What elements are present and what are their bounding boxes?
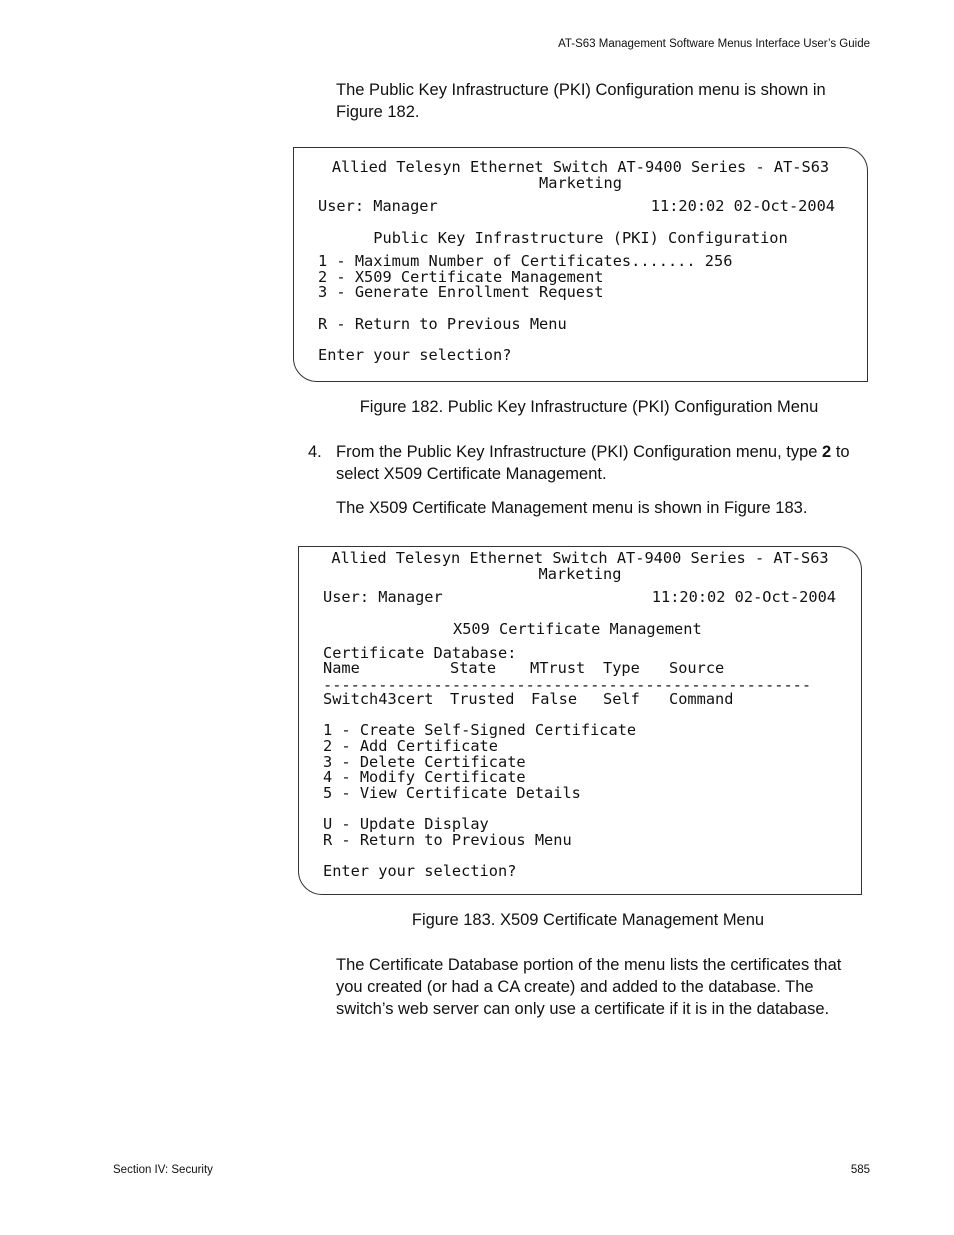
certificate-database-label: Certificate Database:: [323, 644, 517, 662]
column-header-mtrust: MTrust: [530, 659, 586, 677]
fig183-menu-item-3: 3 - Delete Certificate: [323, 753, 526, 771]
cell-mtrust: False: [531, 690, 578, 708]
column-header-type: Type: [603, 659, 640, 677]
fig182-menu-title: Public Key Infrastructure (PKI) Configuration: [373, 229, 788, 247]
fig183-menu-item-2: 2 - Add Certificate: [323, 737, 498, 755]
closing-paragraph: The Certificate Database portion of the menu lists the certificates that you created (or had a CA create) and added to the database. The switch’s web server can only use a certificate if it is in the database.: [336, 956, 842, 1018]
footer-section: Section IV: Security: [113, 1164, 213, 1176]
fig182-datetime: 11:20:02 02-Oct-2004: [650, 197, 835, 215]
fig182-return-item: R - Return to Previous Menu: [318, 315, 567, 333]
table-rule: -----------------------------------------------------: [323, 676, 812, 694]
fig182-banner-line2: Marketing: [539, 174, 622, 192]
running-header: AT-S63 Management Software Menus Interface User’s Guide: [558, 38, 870, 50]
fig182-user: User: Manager: [318, 197, 438, 215]
column-header-name: Name: [323, 659, 360, 677]
page-number: 585: [850, 1164, 870, 1176]
fig183-menu-title: X509 Certificate Management: [453, 620, 702, 638]
step-number: 4.: [308, 443, 322, 461]
fig182-menu-item-3: 3 - Generate Enrollment Request: [318, 283, 604, 301]
fig182-menu-item-2: 2 - X509 Certificate Management: [318, 268, 604, 286]
x509-intro-paragraph: The X509 Certificate Management menu is shown in Figure 183.: [336, 499, 808, 517]
column-header-state: State: [450, 659, 497, 677]
figure-182-caption: Figure 182. Public Key Infrastructure (PKI) Configuration Menu: [359, 398, 819, 416]
fig183-banner-line1: Allied Telesyn Ethernet Switch AT-9400 Series - AT-S63: [331, 549, 829, 567]
fig182-menu-item-1: 1 - Maximum Number of Certificates....... 256: [318, 252, 733, 270]
fig183-user: User: Manager: [323, 588, 443, 606]
column-header-source: Source: [669, 659, 725, 677]
step-4-text-after: to select X509 Certificate Management.: [336, 443, 850, 483]
cell-source: Command: [669, 690, 734, 708]
cell-type: Self: [603, 690, 640, 708]
step-4-text: [336, 441, 866, 485]
cell-state: Trusted: [450, 690, 515, 708]
fig183-prompt: Enter your selection?: [323, 862, 517, 880]
fig183-banner-line2: Marketing: [538, 565, 622, 583]
fig182-banner-line1: Allied Telesyn Ethernet Switch AT-9400 Series - AT-S63: [331, 158, 830, 176]
fig183-menu-item-5: 5 - View Certificate Details: [323, 784, 581, 802]
fig182-prompt: Enter your selection?: [318, 346, 512, 364]
step-4-text-before: From the Public Key Infrastructure (PKI) Configuration menu, type: [336, 443, 823, 461]
step-4-bold-key: 2: [822, 443, 832, 461]
fig183-datetime: 11:20:02 02-Oct-2004: [651, 588, 836, 606]
cell-name: Switch43cert: [323, 690, 434, 708]
figure-183-caption: Figure 183. X509 Certificate Management Menu: [411, 911, 765, 929]
intro-paragraph: The Public Key Infrastructure (PKI) Configuration menu is shown in Figure 182.: [336, 81, 826, 121]
fig183-menu-item-1: 1 - Create Self-Signed Certificate: [323, 721, 637, 739]
fig183-update-item: U - Update Display: [323, 815, 489, 833]
fig183-return-item: R - Return to Previous Menu: [323, 831, 572, 849]
fig183-menu-item-4: 4 - Modify Certificate: [323, 768, 526, 786]
